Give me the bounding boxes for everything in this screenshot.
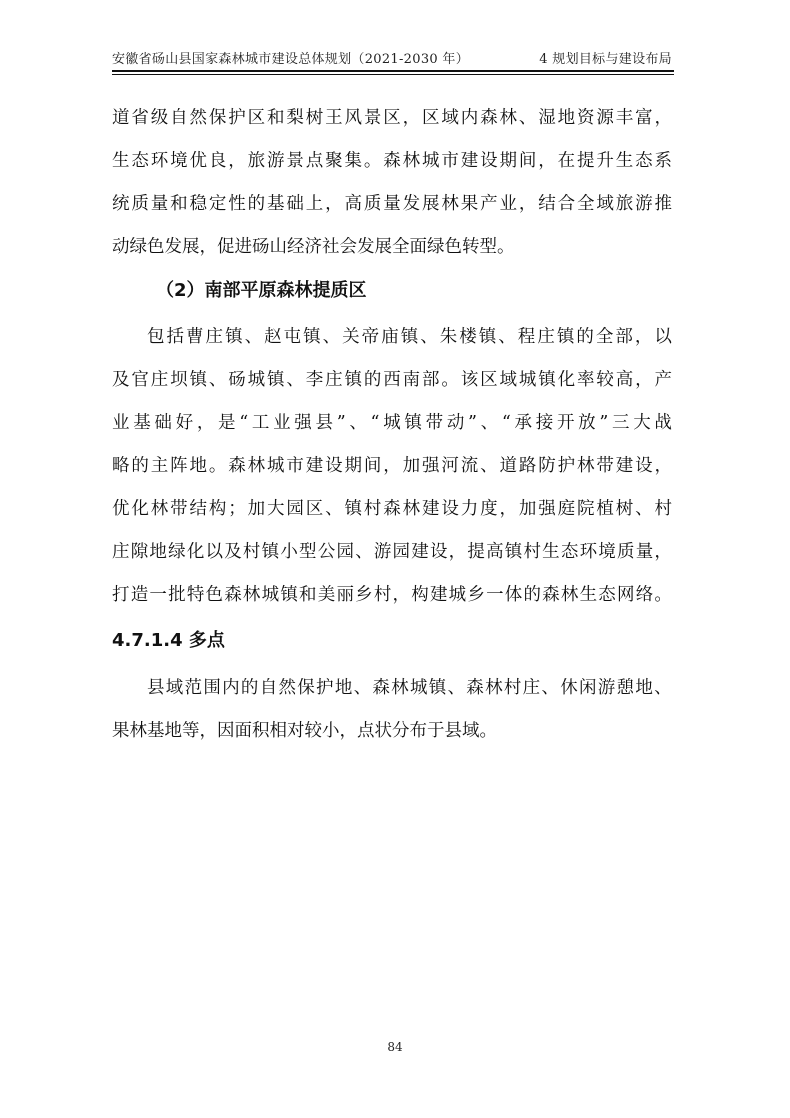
running-header xyxy=(112,46,672,68)
paragraph-north-zone xyxy=(112,97,672,269)
text-line: 打 造 一 批 特 色 森 林 城 镇 和 美 丽 乡 村 ， 构 建 城 乡 一 体 的 森 林 生 态 网 络 。 xyxy=(112,585,672,605)
subheading-south-plain-zone: （2）南部平原森林提质区 xyxy=(156,280,367,301)
text-line: 包 括 曹 庄 镇 、 赵 屯 镇 、 关 帝 庙 镇 、 朱 楼 镇 、 程 庄 镇 的 全 部 ， 以 xyxy=(147,327,672,347)
text-line: 果林基地等，因面积相对较小，点状分布于县域。 xyxy=(112,721,497,741)
page-number: 84 xyxy=(387,1040,403,1054)
text-line: 庄 隙 地 绿 化 以 及 村 镇 小 型 公 园 、 游 园 建 设 ， 提 高 镇 村 生 态 环 境 质 量 ， xyxy=(112,542,672,562)
paragraph-south-zone xyxy=(112,316,672,617)
text-line: 道 省 级 自 然 保 护 区 和 梨 树 王 风 景 区 ， 区 域 内 森 林 、 湿 地 资 源 丰 富 ， xyxy=(112,108,672,128)
paragraph-multi-point xyxy=(112,667,672,753)
header-chapter-title: 4 规划目标与建设布局 xyxy=(539,51,672,67)
text-line: 生 态 环 境 优 良 ， 旅 游 景 点 聚 集 。 森 林 城 市 建 设 期 间 ， 在 提 升 生 态 系 xyxy=(112,151,672,171)
text-line: 县 域 范 围 内 的 自 然 保 护 地 、 森 林 城 镇 、 森 林 村 庄 、 休 闲 游 憩 地 、 xyxy=(147,678,672,698)
page-body xyxy=(112,97,672,753)
text-line: 优 化 林 带 结 构 ； 加 大 园 区 、 镇 村 森 林 建 设 力 度 ， 加 强 庭 院 植 树 、 村 xyxy=(112,499,672,519)
text-line: 统 质 量 和 稳 定 性 的 基 础 上 ， 高 质 量 发 展 林 果 产 业 ， 结 合 全 域 旅 游 推 xyxy=(112,194,672,214)
text-line: 业 基 础 好 ， 是 “ 工 业 强 县 ” 、 “ 城 镇 带 动 ” 、 “ 承 接 开 放 ” 三 大 战 xyxy=(112,413,672,433)
header-document-title: 安徽省砀山县国家森林城市建设总体规划（2021-2030 年） xyxy=(112,51,469,67)
text-line: 及 官 庄 坝 镇 、 砀 城 镇 、 李 庄 镇 的 西 南 部 。 该 区 域 城 镇 化 率 较 高 ， 产 xyxy=(112,370,672,390)
text-line: 动绿色发展，促进砀山经济社会发展全面绿色转型。 xyxy=(112,237,515,257)
text-line: 略 的 主 阵 地 。 森 林 城 市 建 设 期 间 ， 加 强 河 流 、 道 路 防 护 林 带 建 设 ， xyxy=(112,456,672,476)
header-rule xyxy=(112,70,674,75)
section-heading-multi-point: 4.7.1.4 多点 xyxy=(112,630,225,651)
